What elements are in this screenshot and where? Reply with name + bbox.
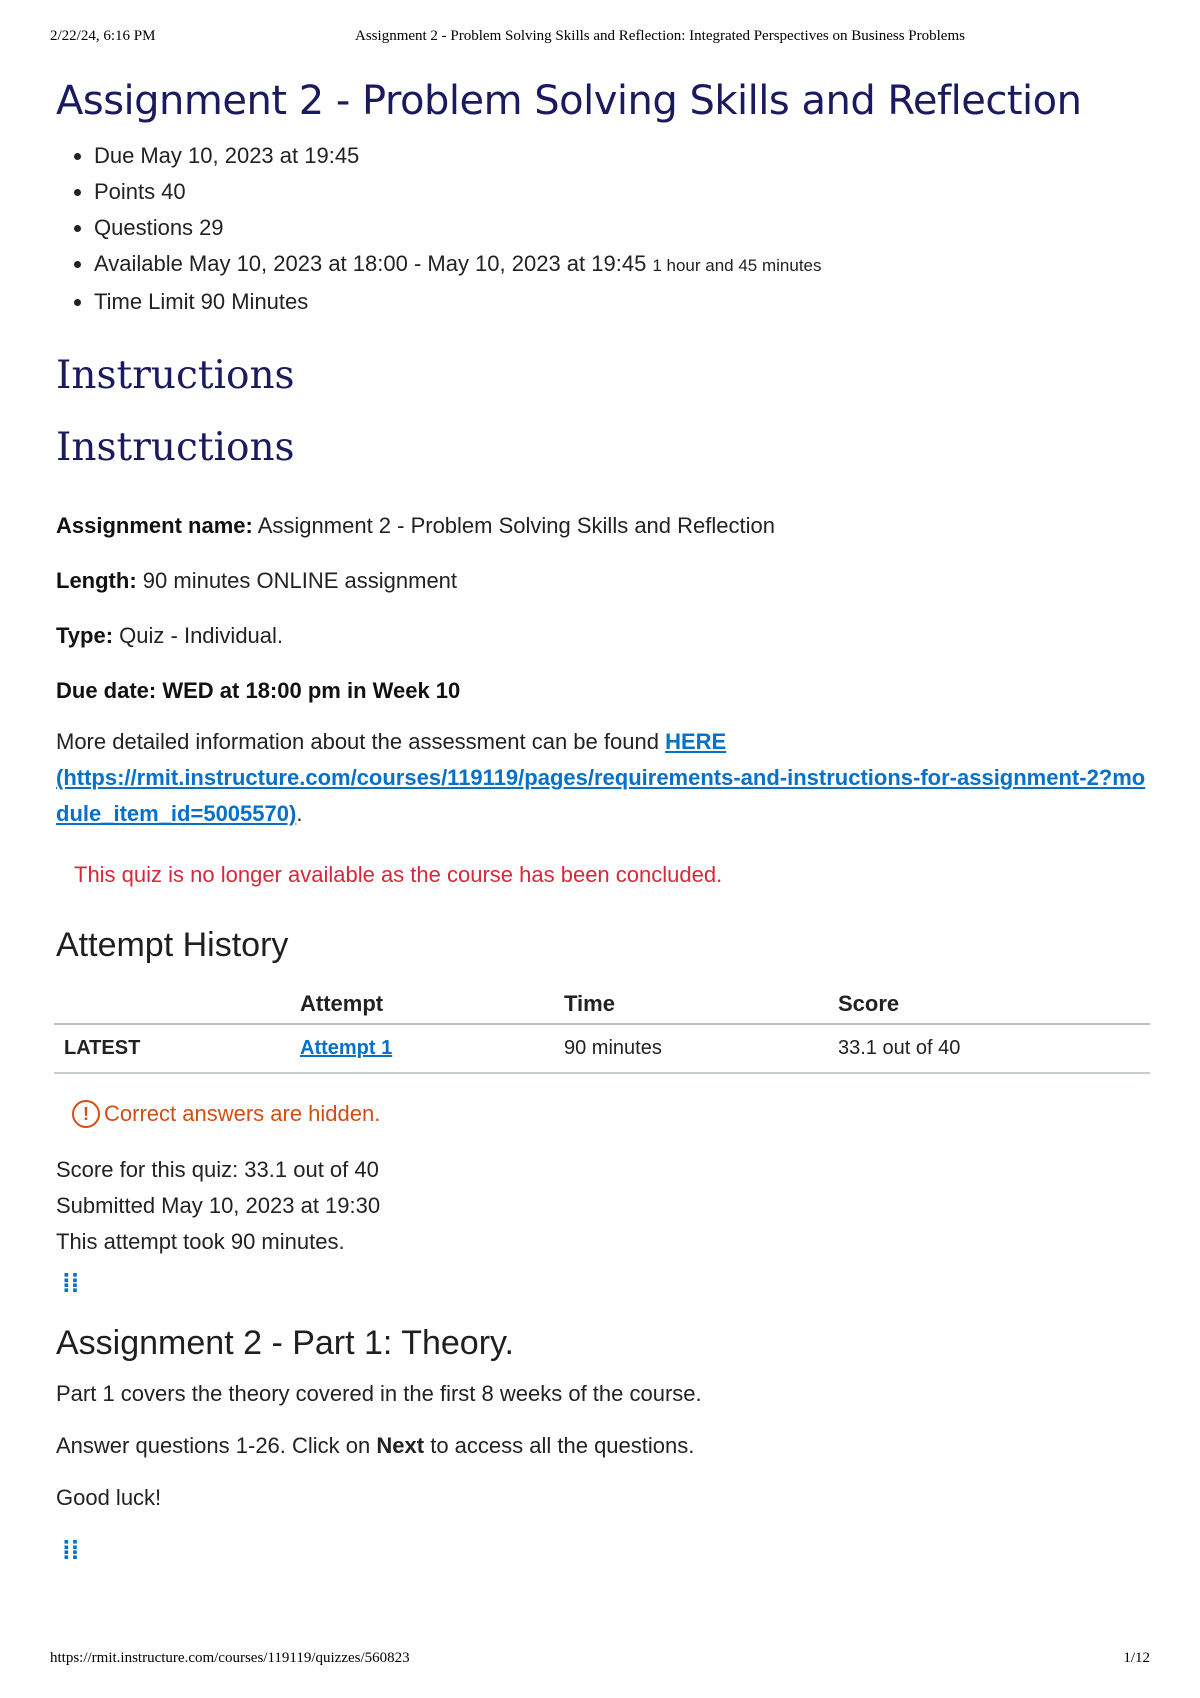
due-value: May 10, 2023 at 19:45: [140, 143, 360, 168]
due-item: [94, 138, 1150, 174]
points-label: Points: [94, 179, 156, 204]
here-link[interactable]: HERE: [665, 729, 727, 754]
instructions-subheading: Instructions: [56, 425, 295, 470]
assignment-name-row: [56, 498, 1150, 553]
part1-instructions-before: Answer questions 1-26. Click on: [56, 1433, 371, 1458]
drag-handle-icon[interactable]: ⁞⁞: [62, 1535, 80, 1565]
duration-line: This attempt took 90 minutes.: [56, 1229, 345, 1254]
attempt-1-link[interactable]: Attempt 1: [300, 1037, 393, 1059]
type-row: [56, 608, 1150, 663]
instructions-heading: Instructions: [56, 353, 295, 398]
more-info: [56, 724, 1150, 832]
warning-icon: !: [72, 1100, 100, 1128]
time-limit-label: Time Limit: [94, 289, 195, 314]
length-value: 90 minutes ONLINE assignment: [142, 568, 458, 593]
print-url: https://rmit.instructure.com/courses/119119/quizzes/560823: [50, 1650, 410, 1666]
part1-instructions: [56, 1433, 1150, 1459]
table-row: [54, 1024, 1150, 1073]
available-label: Available: [94, 251, 183, 276]
hidden-answers-notice: [72, 1100, 1150, 1128]
quiz-content: [56, 60, 1150, 1563]
assignment-name-value: Assignment 2 - Problem Solving Skills and Reflection: [257, 513, 775, 538]
attempt-history-heading: Attempt History: [56, 926, 289, 964]
available-duration: 1 hour and 45 minutes: [652, 256, 822, 275]
type-value: Quiz - Individual.: [119, 623, 284, 648]
questions-label: Questions: [94, 215, 194, 240]
drag-handle-icon[interactable]: ⁞⁞: [62, 1268, 80, 1298]
submitted-line: Submitted May 10, 2023 at 19:30: [56, 1193, 381, 1218]
time-limit-value: 90 Minutes: [200, 289, 309, 314]
assignment-name-label: Assignment name:: [56, 513, 253, 538]
more-info-end: .: [296, 801, 303, 826]
next-keyword: Next: [376, 1433, 425, 1458]
good-luck-text: Good luck!: [56, 1485, 162, 1510]
length-label: Length:: [56, 568, 137, 593]
quiz-details: [56, 138, 1150, 320]
column-header-blank: [54, 985, 300, 1024]
available-value: May 10, 2023 at 18:00 - May 10, 2023 at 19:45: [188, 251, 647, 276]
quiz-title: Assignment 2 - Problem Solving Skills and Reflection: [56, 78, 1082, 124]
print-date: 2/22/24, 6:16 PM: [50, 28, 156, 44]
score-line: Score for this quiz: 33.1 out of 40: [56, 1157, 379, 1182]
print-page-number: 1/12: [1123, 1650, 1150, 1666]
length-row: [56, 553, 1150, 608]
due-date-row: [56, 663, 1150, 718]
type-label: Type:: [56, 623, 114, 648]
attempt-time: 90 minutes: [564, 1024, 838, 1073]
print-header: [50, 28, 1150, 52]
available-item: [94, 246, 1150, 284]
questions-item: [94, 210, 1150, 246]
points-value: 40: [161, 179, 186, 204]
questions-value: 29: [199, 215, 224, 240]
requirements-link[interactable]: (https://rmit.instructure.com/courses/119119/pages/requirements-and-instructions-for-assignment-2?module_item_id=5005570): [56, 765, 1146, 826]
due-label: Due: [94, 143, 135, 168]
part1-instructions-after: to access all the questions.: [430, 1433, 695, 1458]
concluded-notice: This quiz is no longer available as the course has been concluded.: [74, 862, 723, 887]
more-info-text: More detailed information about the assessment can be found: [56, 729, 659, 754]
attempt-history-table: [54, 985, 1150, 1074]
column-header-score: Score: [838, 985, 1150, 1024]
print-title: Assignment 2 - Problem Solving Skills and Reflection: Integrated Perspectives on Business Problems: [355, 28, 965, 44]
latest-label: LATEST: [54, 1024, 300, 1073]
column-header-attempt: Attempt: [300, 985, 564, 1024]
hidden-answers-text: Correct answers are hidden.: [104, 1101, 381, 1126]
table-header-row: [54, 985, 1150, 1024]
attempt-score: 33.1 out of 40: [838, 1024, 1150, 1073]
attempt-summary: [56, 1152, 1150, 1260]
part1-heading: Assignment 2 - Part 1: Theory.: [56, 1324, 514, 1362]
due-date-label: Due date: WED at 18:00 pm in Week 10: [56, 678, 461, 703]
column-header-time: Time: [564, 985, 838, 1024]
print-footer: [50, 1650, 1150, 1674]
points-item: [94, 174, 1150, 210]
time-limit-item: [94, 284, 1150, 320]
part1-intro: Part 1 covers the theory covered in the first 8 weeks of the course.: [56, 1381, 702, 1406]
